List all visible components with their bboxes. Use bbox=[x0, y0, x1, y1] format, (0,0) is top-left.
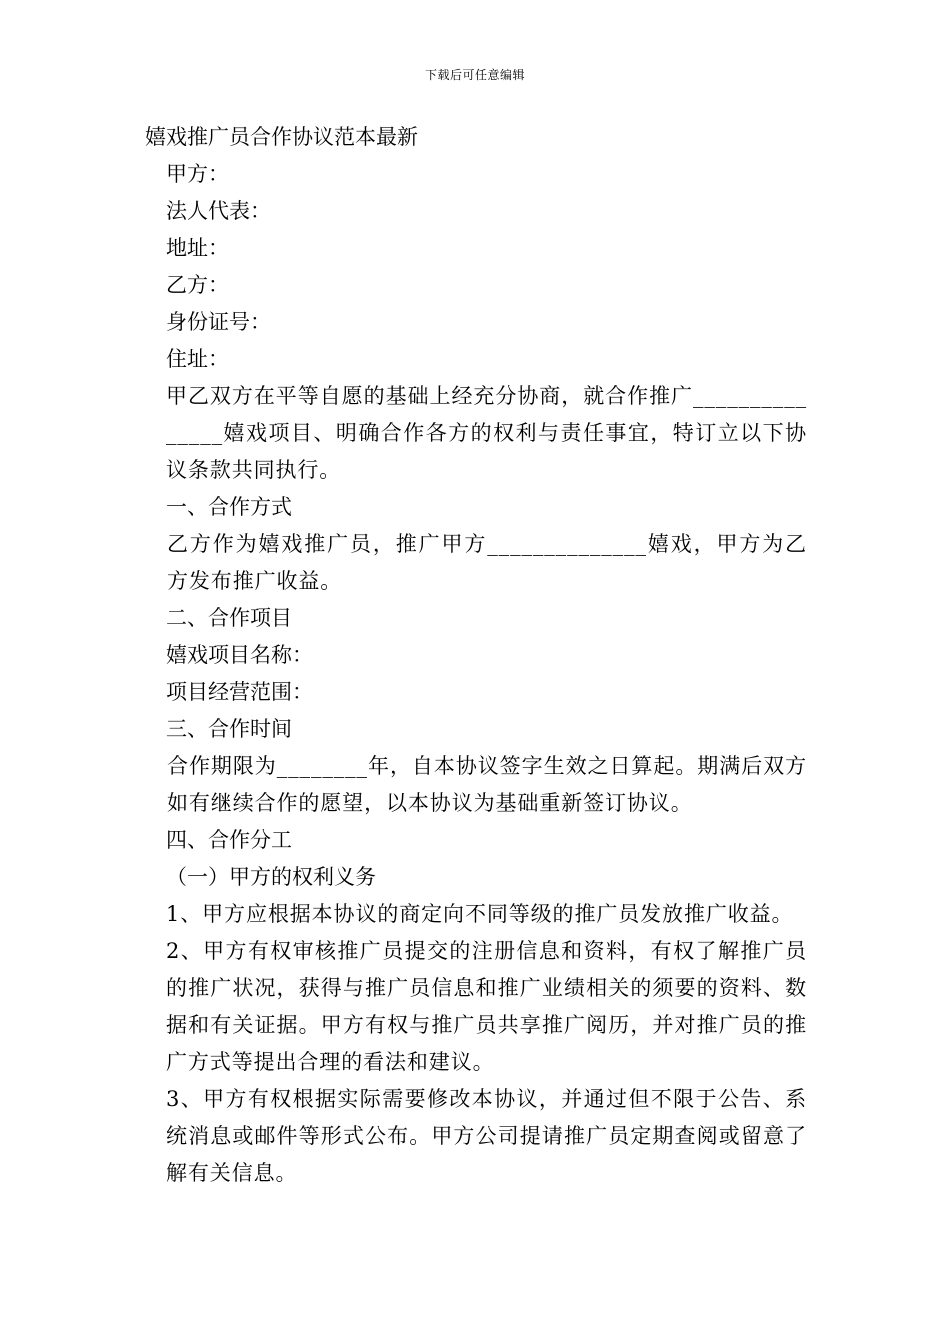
section-1-body: 乙方作为嬉戏推广员，推广甲方______________嬉戏，甲方为乙方发布推广收益。 bbox=[167, 532, 807, 593]
clause-1: 1、甲方应根据本协议的商定向不同等级的推广员发放推广收益。 bbox=[166, 902, 794, 926]
legal-rep-label: 法人代表： bbox=[166, 199, 271, 223]
document-title: 嬉戏推广员合作协议范本最新 bbox=[145, 125, 418, 149]
address-label: 地址： bbox=[166, 236, 229, 260]
section-1-heading: 一、合作方式 bbox=[166, 495, 292, 519]
residence-label: 住址： bbox=[166, 347, 229, 371]
header-note: 下载后可任意编辑 bbox=[424, 68, 525, 82]
party-b-label: 乙方： bbox=[166, 273, 229, 297]
project-name-label: 嬉戏项目名称： bbox=[166, 643, 313, 667]
party-a-label: 甲方： bbox=[166, 162, 229, 186]
section-4-heading: 四、合作分工 bbox=[166, 828, 292, 852]
document-body bbox=[145, 119, 807, 1192]
clause-3: 3、甲方有权根据实际需要修改本协议，并通过但不限于公告、系统消息或邮件等形式公布。甲方公司提请推广员定期查阅或留意了解有关信息。 bbox=[166, 1087, 807, 1185]
section-2-heading: 二、合作项目 bbox=[166, 606, 292, 630]
section-4-subheading: （一）甲方的权利义务 bbox=[166, 865, 376, 889]
project-scope-label: 项目经营范围： bbox=[166, 680, 313, 704]
section-3-body: 合作期限为________年，自本协议签字生效之日算起。期满后双方如有继续合作的愿望，以本协议为基础重新签订协议。 bbox=[167, 754, 807, 815]
id-number-label: 身份证号： bbox=[166, 310, 271, 334]
clause-2: 2、甲方有权审核推广员提交的注册信息和资料，有权了解推广员的推广状况，获得与推广员信息和推广业绩相关的须要的资料、数据和有关证据。甲方有权与推广员共享推广阅历，并对推广员的推广方式等提出合理的看法和建议。 bbox=[166, 939, 807, 1074]
section-3-heading: 三、合作时间 bbox=[166, 717, 292, 741]
intro-paragraph: 甲乙双方在平等自愿的基础上经充分协商，就合作推广__________ _____嬉戏项目、明确合作各方的权利与责任事宜，特订立以下协议条款共同执行。 bbox=[166, 384, 807, 482]
